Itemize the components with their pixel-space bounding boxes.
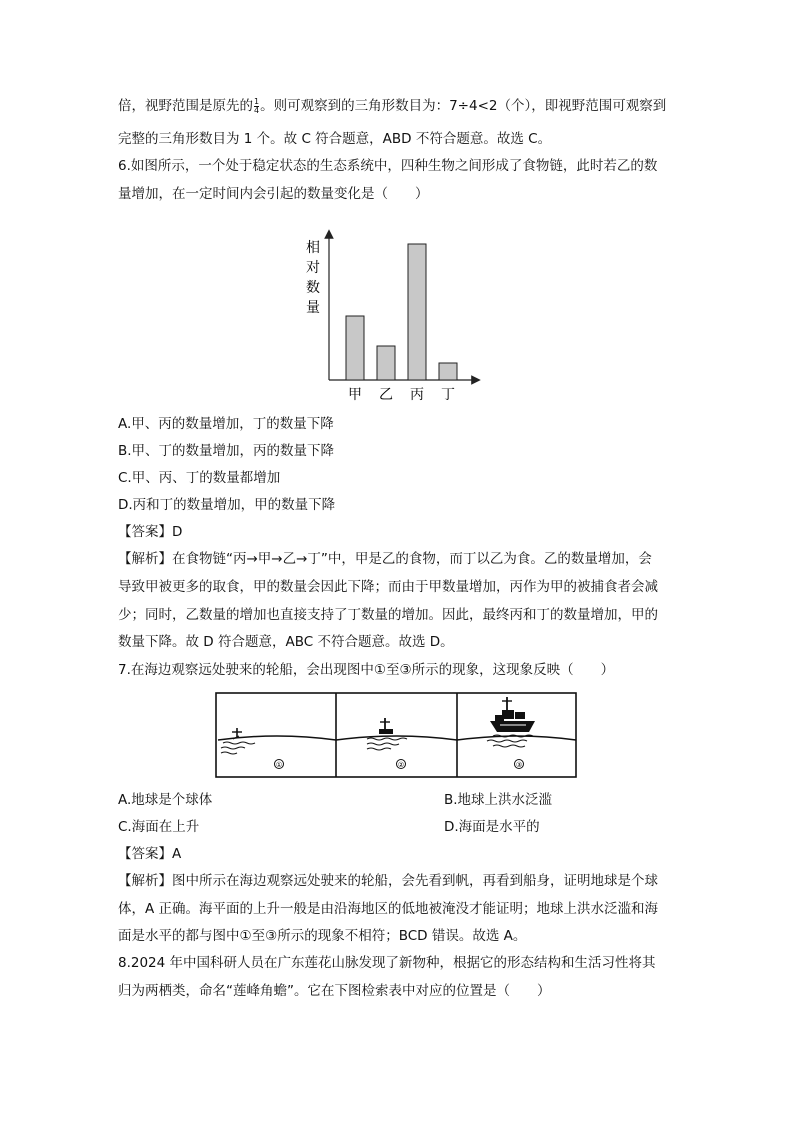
- q6-option-c: C.甲、丙、丁的数量都增加: [118, 470, 281, 486]
- bar-2: [377, 346, 395, 380]
- q8-stem-line-2: 归为两栖类，命名“莲峰角蟾”。它在下图检索表中对应的位置是（ ）: [118, 983, 551, 999]
- category-label: 甲: [348, 387, 362, 403]
- q7-analysis-line-1: 【解析】图中所示在海边观察远处驶来的轮船，会先看到帆，再看到船身，证明地球是个球: [118, 873, 658, 889]
- q6-option-d: D.丙和丁的数量增加，甲的数量下降: [118, 497, 336, 513]
- q6-stem-line-2: 量增加，在一定时间内会引起的数量变化是（ ）: [118, 186, 429, 202]
- bar-1: [346, 316, 364, 380]
- ship-figure: [215, 692, 579, 778]
- panel-2-label: ②: [397, 761, 405, 769]
- q6-analysis-line-1: 【解析】在食物链“丙→甲→乙→丁”中，甲是乙的食物，而丁以乙为食。乙的数量增加，会: [118, 551, 652, 567]
- q6-option-a: A.甲、丙的数量增加，丁的数量下降: [118, 416, 334, 432]
- category-label: 丁: [441, 387, 455, 403]
- q7-analysis-line-2: 体，A 正确。海平面的上升一般是由沿海地区的低地被淹没才能证明；地球上洪水泛滥和海: [118, 901, 659, 917]
- q6-analysis-line-4: 数量下降。故 D 符合题意，ABC 不符合题意。故选 D。: [118, 634, 454, 650]
- bar-3: [408, 244, 426, 380]
- fraction: $\frac{1}{4}$: [254, 96, 260, 115]
- q7-option-c: C.海面在上升: [118, 819, 200, 835]
- q6-stem-line-1: 6.如图所示，一个处于稳定状态的生态系统中，四种生物之间形成了食物链，此时若乙的数: [118, 158, 658, 174]
- panel-3-label: ③: [515, 761, 523, 769]
- panel-1-label: ①: [275, 761, 283, 769]
- category-label: 丙: [410, 387, 424, 403]
- q7-option-b: B.地球上洪水泛滥: [444, 792, 553, 808]
- intro-line-1: 倍，视野范围是原先的 $\frac{1}{4}$ 。则可观察到的三角形数目为：7÷4<2（个），即视野范围可观察到: [118, 96, 667, 115]
- q6-option-b: B.甲、丁的数量增加，丙的数量下降: [118, 443, 335, 459]
- q6-answer: 【答案】D: [118, 524, 183, 540]
- q7-answer: 【答案】A: [118, 846, 182, 862]
- y-axis-label-char: 对: [306, 260, 320, 276]
- q6-analysis-line-3: 少；同时，乙数量的增加也直接支持了丁数量的增加。因此，最终丙和丁的数量增加，甲的: [118, 607, 658, 623]
- q7-stem: 7.在海边观察远处驶来的轮船，会出现图中①至③所示的现象，这现象反映（ ）: [118, 662, 615, 678]
- q7-option-a: A.地球是个球体: [118, 792, 213, 808]
- y-axis-label-char: 相: [306, 240, 320, 256]
- q8-stem-line-1: 8.2024 年中国科研人员在广东莲花山脉发现了新物种，根据它的形态结构和生活习性将其: [118, 955, 656, 971]
- intro-line-2: 完整的三角形数目为 1 个。故 C 符合题意，ABD 不符合题意。故选 C。: [118, 131, 552, 147]
- q7-analysis-line-3: 面是水平的都与图中①至③所示的现象不相符；BCD 错误。故选 A。: [118, 928, 527, 944]
- y-axis-label-char: 数: [306, 280, 320, 296]
- q6-analysis-line-2: 导致甲被更多的取食，甲的数量会因此下降；而由于甲数量增加，丙作为甲的被捕食者会减: [118, 579, 658, 595]
- q7-option-d: D.海面是水平的: [444, 819, 540, 835]
- bar-4: [439, 363, 457, 380]
- bar-chart: [296, 224, 496, 404]
- y-axis-label-char: 量: [306, 300, 320, 316]
- category-label: 乙: [379, 387, 393, 403]
